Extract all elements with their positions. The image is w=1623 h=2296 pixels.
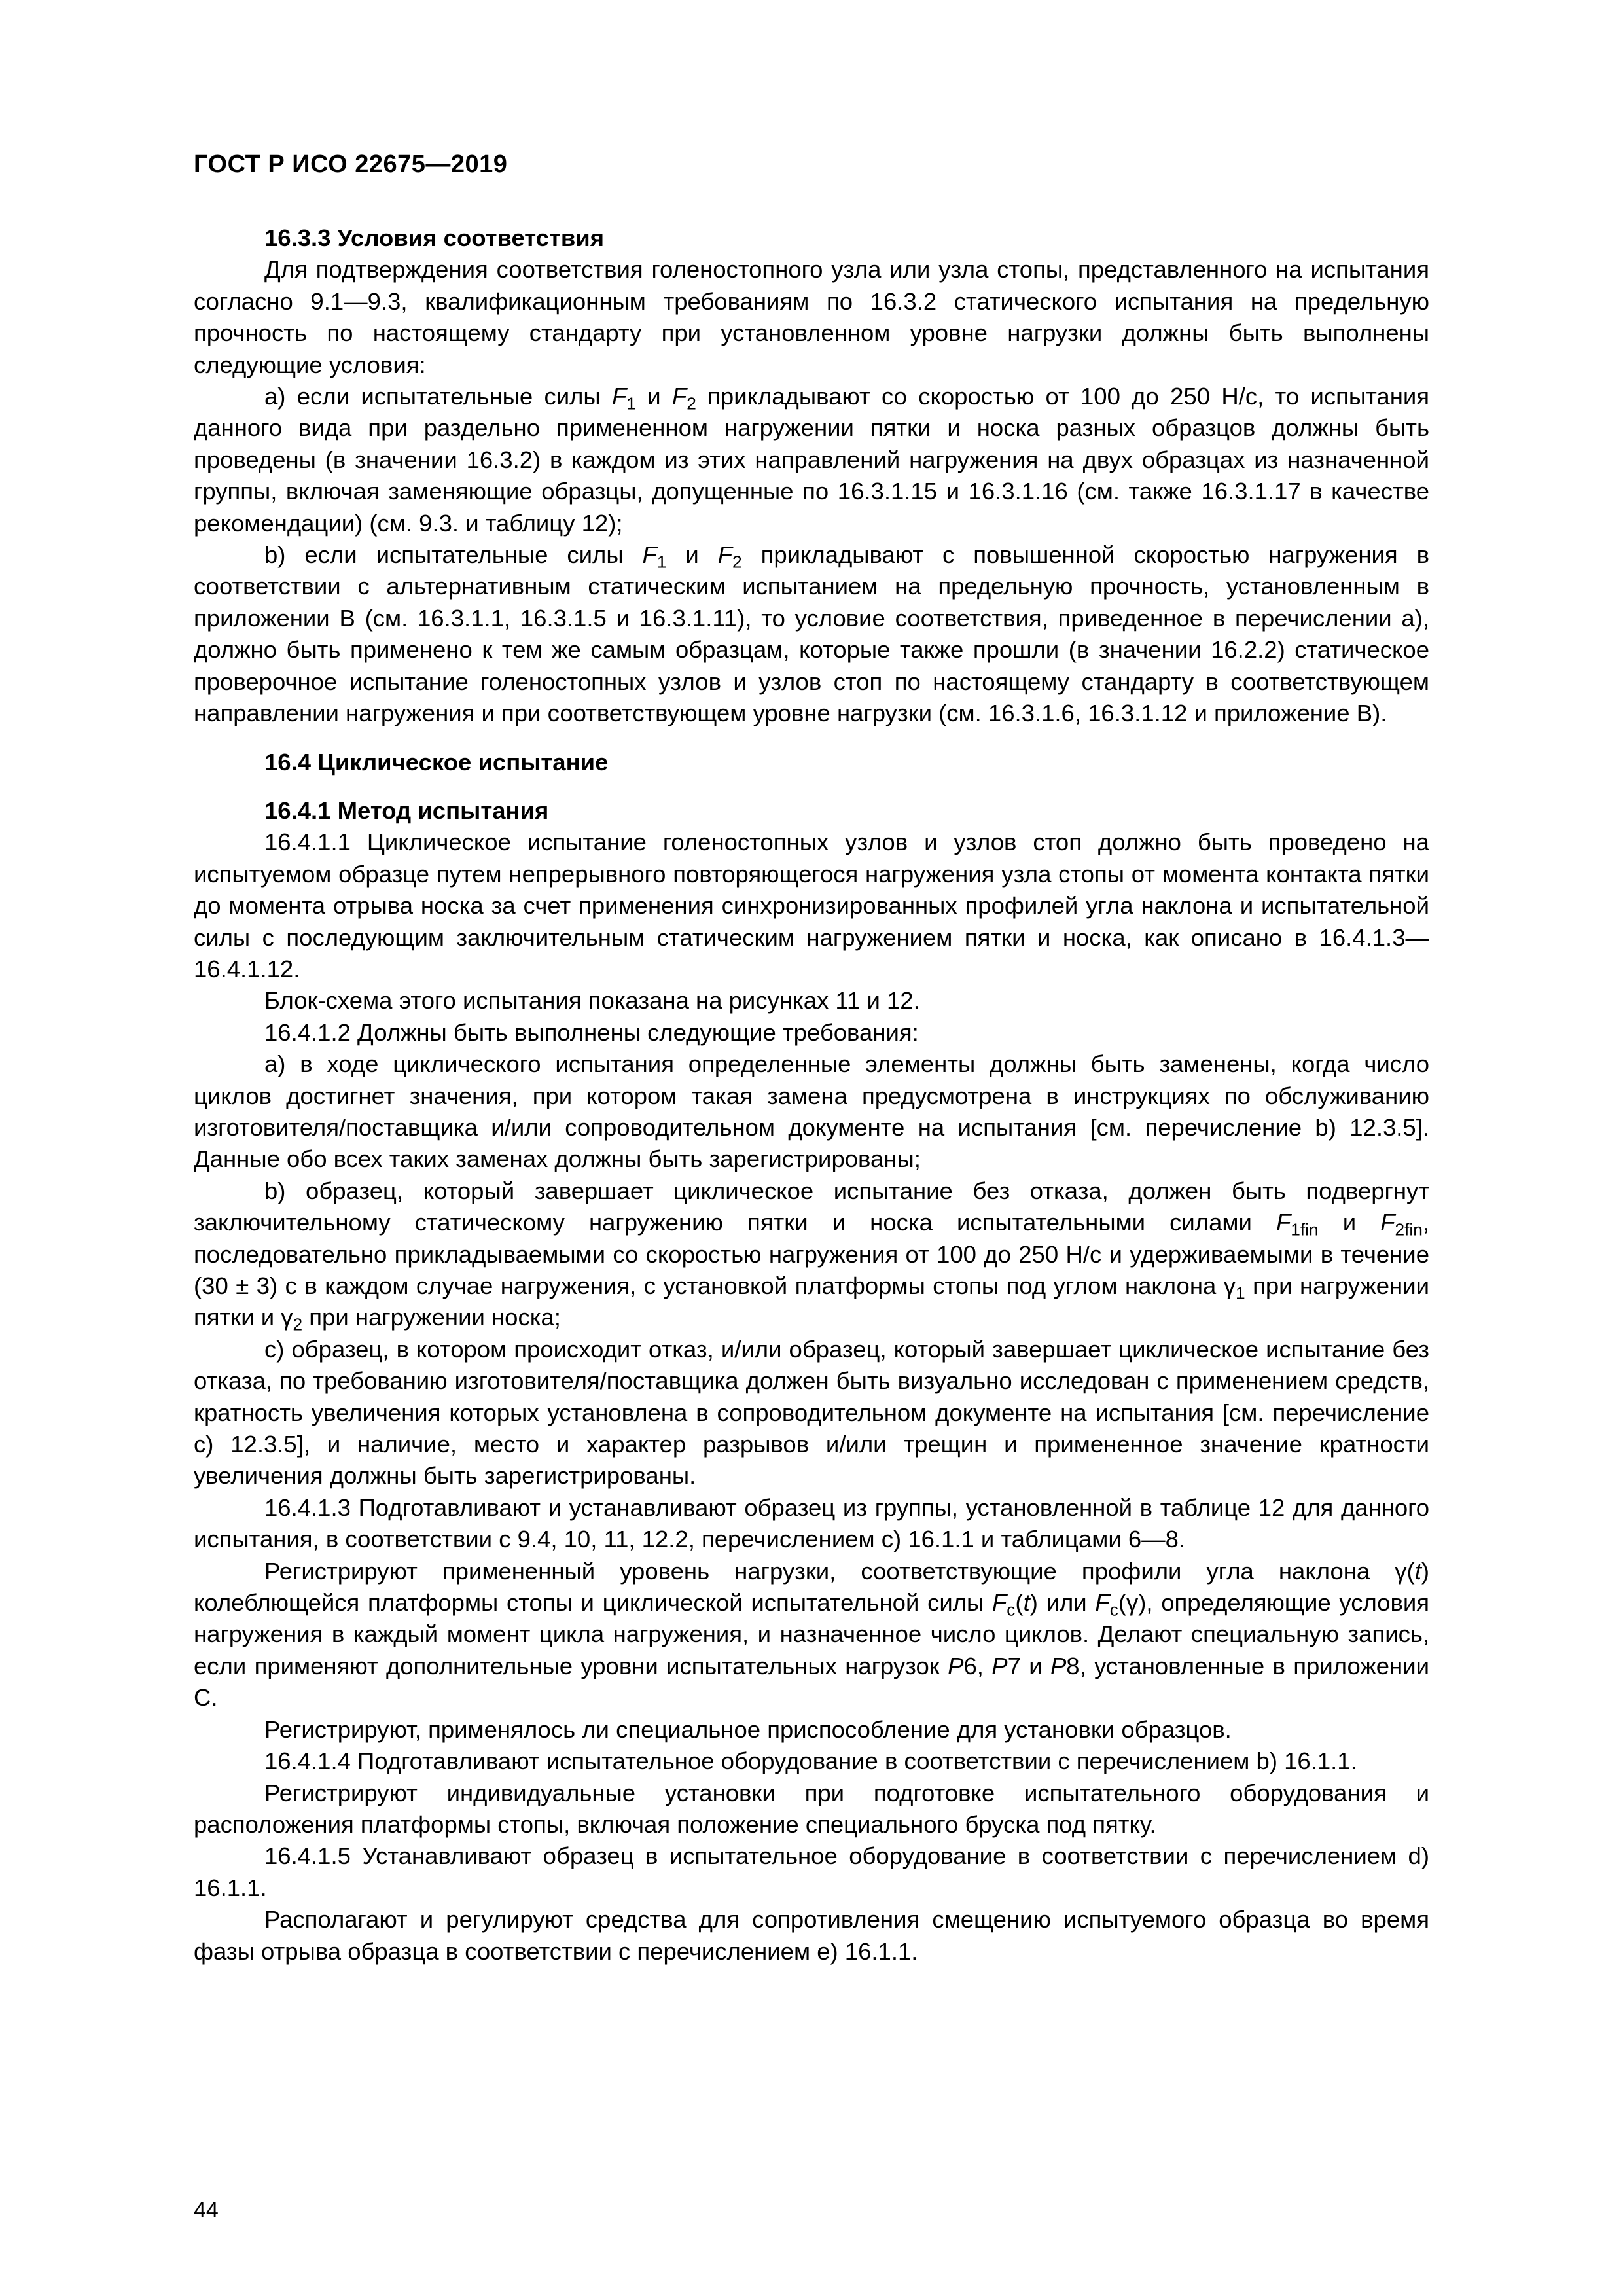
list-item-b-16-3-3: b) если испытательные силы $F_1$ и $F_2$ прикладывают с повышенной скоростью нагружения в соответствии с альтернативным статическим испытанием на предельную прочность, установленным в приложении B (см. 16.3.1.1, 16.3.1.5 и 16.3.1.11), то условие соответствия, приведенное в перечислении a), должно быть применено к тем же самым образцам, которые также прошли (в значении 16.2.2) статическое проверочное испытание голеностопных узлов и узлов стоп по настоящему стандарту в соответствующем направлении нагружения и при соответствующем уровне нагрузки (см. 16.3.1.6, 16.3.1.12 и приложение B). (194, 541, 1429, 727)
list-item-a-16-4-1-2: a) в ходе циклического испытания определенные элементы должны быть заменены, когда число циклов достигнет значения, при котором такая замена предусмотрена в инструкциях по обслуживанию изготовителя/поставщика и/или сопроводительном документе на испытания [см. перечисление b) 12.3.5]. Данные обо всех таких заменах должны быть зарегистрированы; (194, 1050, 1429, 1173)
list-item-b-16-4-1-2: b) образец, который завершает циклическое испытание без отказа, должен быть подвергнут заключительному статическому нагружению пятки и носка испытательными силами $F_{1fin}$ и $F_{2fin}$, последовательно прикладываемыми со скоростью нагружения от 100 до 250 Н/с и удерживаемыми в течение (30 ± 3) с в каждом случае нагружения, с установкой платформы стопы под углом наклона $\gamma_1$ при нагружении пятки и $\gamma_2$ при нагружении носка; (194, 1177, 1429, 1335)
list-item-c-16-4-1-2: c) образец, в котором происходит отказ, и/или образец, который завершает циклическое испытание без отказа, по требованию изготовителя/поставщика должен быть визуально исследован с применением средств, кратность увеличения которых установлена в сопроводительном документе на испытания [см. перечисление c) 12.3.5], и наличие, место и характер разрывов и/или трещин и примененное значение кратности увеличения должны быть зарегистрированы. (194, 1335, 1429, 1490)
paragraph-16-4-1-1: 16.4.1.1 Циклическое испытание голеностопных узлов и узлов стоп должно быть проведено на испытуемом образце путем непрерывного повторяющегося нагружения узла стопы от момента контакта пятки до момента отрыва носка за счет применения синхронизированных профилей угла наклона и испытательной силы с последующим заключительным статическим нагружением пятки и носка, как описано в 16.4.1.3—16.4.1.12. (194, 829, 1429, 982)
heading-16-4-1: 16.4.1 Метод испытания (264, 797, 549, 824)
paragraph-16-4-1-4: 16.4.1.4 Подготавливают испытательное оборудование в соответствии с перечислением b) 16.1.1. (264, 1748, 1357, 1775)
paragraph-16-4-1-2: 16.4.1.2 Должны быть выполнены следующие требования: (264, 1018, 919, 1046)
paragraph-16-3-3-intro: Для подтверждения соответствия голеностопного узла или узла стопы, представленного на испытания согласно 9.1—9.3, квалификационным требованиям по 16.3.2 статического испытания на предельную прочность по настоящему стандарту при установленном уровне нагрузки должны быть выполнены следующие условия: (194, 256, 1429, 378)
paragraph-16-4-1-5: 16.4.1.5 Устанавливают образец в испытательное оборудование в соответствии с перечислением d) 16.1.1. (194, 1842, 1429, 1901)
page-number: 44 (194, 2198, 219, 2223)
paragraph-block-scheme: Блок-схема этого испытания показана на рисунках 11 и 12. (264, 987, 920, 1014)
heading-16-3-3: 16.3.3 Условия соответствия (264, 224, 605, 251)
document-body (194, 223, 1429, 1967)
paragraph-place-means: Располагают и регулируют средства для сопротивления смещению испытуемого образца во время фазы отрыва образца в соответствии с перечислением e) 16.1.1. (194, 1906, 1429, 1965)
document-header: ГОСТ Р ИСО 22675—2019 (194, 151, 508, 178)
paragraph-register-load: Регистрируют примененный уровень нагрузки, соответствующие профили угла наклона γ(t) колеблющейся платформы стопы и циклической испытательной силы $F_c(t)$ или $F_c(\gamma)$, определяющие условия нагружения в каждый момент цикла нагружения, и назначенное число циклов. Делают специальную запись, если применяют дополнительные уровни испытательных нагрузок P6, P7 и P8, установленные в приложении C. (194, 1557, 1430, 1712)
heading-16-4: 16.4 Циклическое испытание (264, 748, 609, 776)
paragraph-register-fixture: Регистрируют, применялось ли специальное приспособление для установки образцов. (264, 1715, 1232, 1743)
paragraph-register-settings: Регистрируют индивидуальные установки при подготовке испытательного оборудования и расположения платформы стопы, включая положение специального бруска под пятку. (194, 1779, 1429, 1838)
list-item-a-16-3-3: a) если испытательные силы $F_1$ и $F_2$ прикладывают со скоростью от 100 до 250 Н/с, то испытания данного вида при раздельно примененном нагружении пятки и носка разных образцов должны быть проведены (в значении 16.3.2) в каждом из этих направлений нагружения на двух образцах из назначенной группы, включая заменяющие образцы, допущенные по 16.3.1.15 и 16.3.1.16 (см. также 16.3.1.17 в качестве рекомендации) (см. 9.3. и таблицу 12); (194, 383, 1429, 537)
paragraph-16-4-1-3: 16.4.1.3 Подготавливают и устанавливают образец из группы, установленной в таблице 12 для данного испытания, в соответствии с 9.4, 10, 11, 12.2, перечислением c) 16.1.1 и таблицами 6—8. (194, 1494, 1429, 1553)
